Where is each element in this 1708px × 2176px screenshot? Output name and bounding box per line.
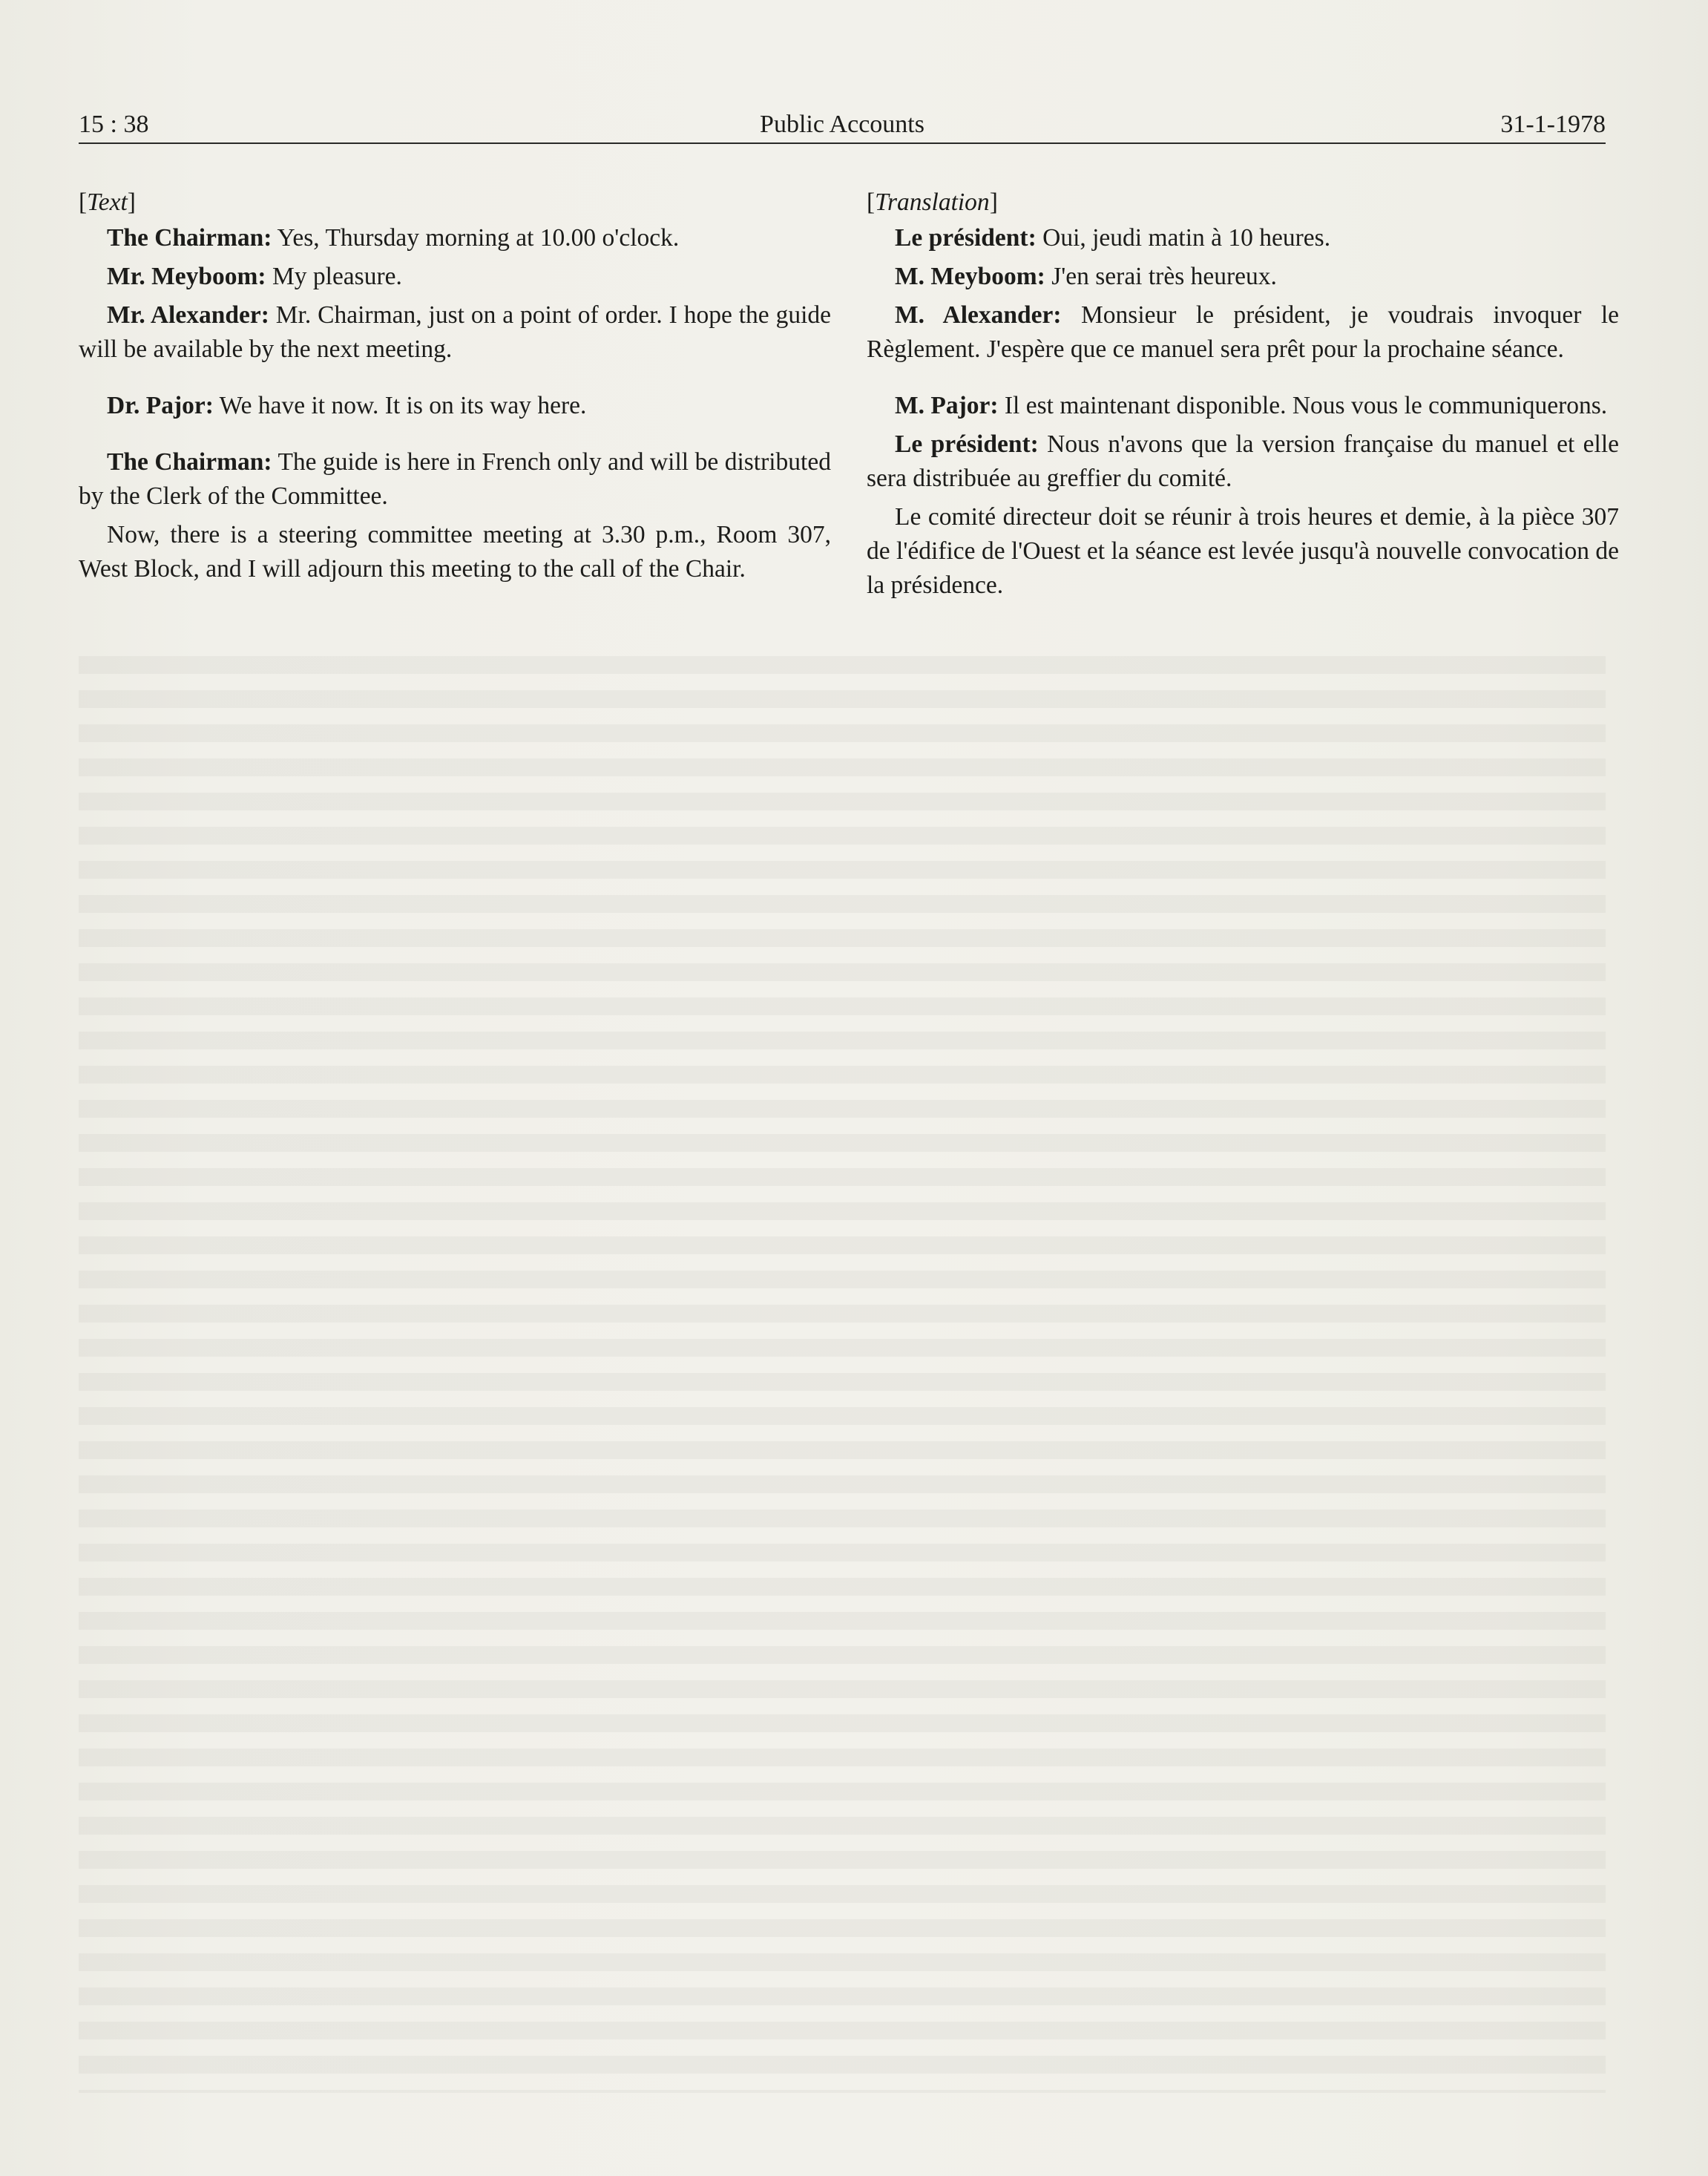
paragraph xyxy=(79,389,831,423)
paragraph xyxy=(867,500,1619,603)
column-label: [Text] xyxy=(79,189,136,216)
bleed-through-background xyxy=(79,646,1606,2093)
paragraph xyxy=(79,518,831,586)
paragraph xyxy=(867,298,1619,367)
speaker-name: M. Meyboom: xyxy=(895,263,1045,290)
speaker-name: Le président: xyxy=(895,430,1039,458)
speech-text: J'en serai très heureux. xyxy=(1045,263,1277,290)
speech-text: Now, there is a steering committee meeting at 3.30 p.m., Room 307, West Block, and I will adjourn this meeting to the call of the Chair. xyxy=(79,521,831,583)
english-column xyxy=(79,186,831,591)
speech-text: Oui, jeudi matin à 10 heures. xyxy=(1036,224,1331,252)
speech-text: Monsieur le président, je voudrais invoquer le Règlement. J'espère que ce manuel sera prêt pour la prochaine séance. xyxy=(867,301,1620,363)
paragraph xyxy=(79,445,831,514)
french-column xyxy=(867,186,1619,607)
header-rule xyxy=(79,142,1606,144)
speaker-name: The Chairman: xyxy=(107,224,272,252)
speech-text: Nous n'avons que la version française du manuel et elle sera distribuée au greffier du comité. xyxy=(867,430,1619,492)
speaker-name: Mr. Alexander: xyxy=(107,301,269,329)
publication-title: Public Accounts xyxy=(760,111,924,138)
speech-text: Il est maintenant disponible. Nous vous le communiquerons. xyxy=(998,392,1608,419)
speaker-name: Mr. Meyboom: xyxy=(107,263,266,290)
speaker-name: Le président: xyxy=(895,224,1037,252)
paragraph xyxy=(79,260,831,294)
paragraph xyxy=(79,221,831,255)
paragraph xyxy=(867,260,1619,294)
column-label: [Translation] xyxy=(867,189,998,216)
speech-text: We have it now. It is on its way here. xyxy=(213,392,587,419)
speaker-name: The Chairman: xyxy=(107,448,272,476)
speech-text: Yes, Thursday morning at 10.00 o'clock. xyxy=(272,224,680,252)
speaker-name: M. Pajor: xyxy=(895,392,999,419)
page-number: 15 : 38 xyxy=(79,111,149,138)
speaker-name: M. Alexander: xyxy=(895,301,1062,329)
paragraph xyxy=(79,298,831,367)
paragraph xyxy=(867,221,1619,255)
speech-text: Mr. Chairman, just on a point of order. I hope the guide will be available by the next meeting. xyxy=(79,301,831,363)
paragraph xyxy=(867,427,1619,496)
page-header xyxy=(79,110,1606,142)
speech-text: The guide is here in French only and will be distributed by the Clerk of the Committee. xyxy=(79,448,831,510)
paragraph xyxy=(867,389,1619,423)
speech-text: Le comité directeur doit se réunir à trois heures et demie, à la pièce 307 de l'édifice de l'Ouest et la séance est levée jusqu'à nouvelle convocation de la présidence. xyxy=(867,503,1619,599)
page-date: 31-1-1978 xyxy=(1500,111,1606,138)
speaker-name: Dr. Pajor: xyxy=(107,392,214,419)
speech-text: My pleasure. xyxy=(266,263,402,290)
